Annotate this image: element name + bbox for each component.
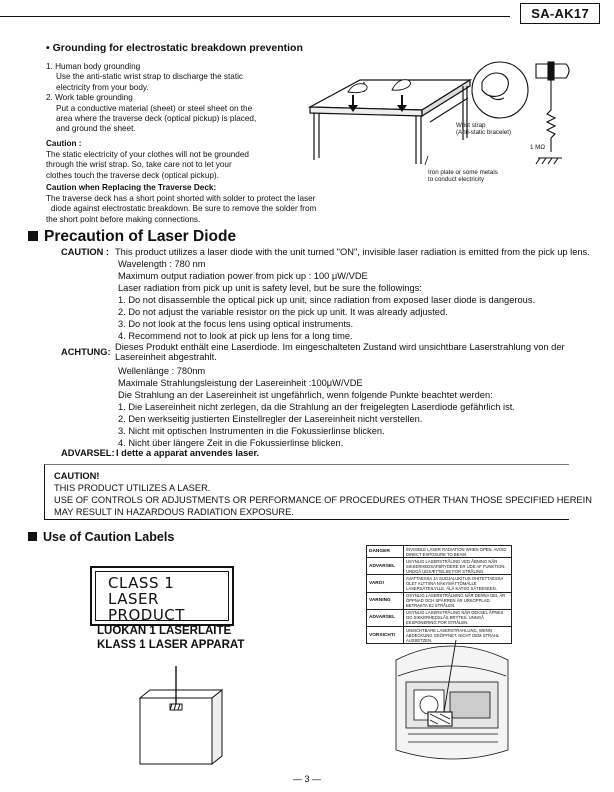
header-rule (0, 16, 510, 17)
warning-row-text: UNSICHTBARE LASERSTRAHLUNG, WENN ABDECKUNG GEÖFFNET. NICHT DEM STRAHL AUSSETZEN. (404, 626, 512, 643)
caution-line: through the wrist strap. So, take care not to let your (46, 160, 232, 170)
device-illustration (130, 660, 240, 770)
achtung-wellen: Wellenlänge : 780nm (118, 366, 206, 376)
model-number: SA-AK17 (520, 3, 600, 24)
grounding-item-2-line: and ground the sheet. (56, 124, 136, 134)
warning-row-label: ADVARSEL (367, 558, 404, 575)
replacing-text (46, 194, 376, 225)
replacing-line: the short point before making connections. (46, 214, 201, 224)
caution-box-line: USE OF CONTROLS OR ADJUSTMENTS OR PERFORMANCE OF PROCEDURES OTHER THAN THOSE SPECIFIED HEREIN (54, 495, 592, 505)
advarsel-text: I dette a apparat anvendes laser. (116, 448, 260, 458)
grounding-item-1-line: Use the anti-static wrist strap to discharge the static (56, 72, 244, 82)
warning-row-label: ADVARSEL (367, 609, 404, 626)
page-number: — 3 — (292, 774, 321, 784)
warning-row-text: USYNLIG LASERSTRÅLING VED ÅBNING NÅR SIKKERHEDSAFBRYDERE ER UDE AF FUNKTION. UNDGÅ UDSÆTTELSE FOR STRÅLING. (404, 558, 512, 575)
grounding-item-2-line: area where the traverse deck (optical pickup) is placed, (56, 114, 257, 124)
warning-row (367, 575, 512, 592)
laser-caution-body (115, 246, 590, 342)
laser-max-power: Maximum output radiation power from pick up : 100 μW/VDE (118, 271, 368, 281)
replacing-line: The traverse deck has a short point shorted with solder to protect the laser (46, 194, 316, 203)
achtung-list-item: 3. Nicht mit optischen Instrumenten in die Fokussierlinse blicken. (118, 426, 385, 436)
work-table-icon (310, 80, 470, 164)
unit-illustration (388, 630, 518, 772)
anti-static-label: (Anti-static bracelet) (456, 129, 512, 136)
warning-row-label: VARNING (367, 592, 404, 609)
bullet-icon: • (46, 42, 53, 54)
caution-box-line: MAY RESULT IN HAZARDOUS RADIATION EXPOSURE. (54, 507, 294, 517)
warning-row (367, 558, 512, 575)
wrist-strap-label: Wrist strap (456, 122, 486, 129)
warning-row (367, 592, 512, 609)
iron-plate-label: to conduct electricity (428, 176, 485, 183)
caution-text (46, 150, 316, 181)
warning-row-label: DANGER (367, 546, 404, 558)
caution-box-text (54, 470, 592, 518)
grounding-item-1-title: 1. Human body grounding (46, 62, 141, 71)
warning-row-label: VARO! (367, 575, 404, 592)
warning-row-text: USYNLIG LASERSTRÅLING NÅR DEKSEL ÅPNES OG SIKKERHEDSLÅS BRYTES. UNNGÅ EKSPONERING FOR STRÅLEN. (404, 609, 512, 626)
class1-line: LASER PRODUCT (108, 590, 185, 624)
grounding-illustration (300, 52, 600, 192)
achtung-body (115, 342, 585, 449)
achtung-list-item: 2. Den werkseitig justierten Einstellregler der Lasereinheit nicht verstellen. (118, 414, 423, 424)
iron-plate-label: Iron plate or some metals (428, 169, 498, 176)
warning-row-text: INVISIBLE LASER RADIATION WHEN OPEN. AVOID DIRECT EXPOSURE TO BEAM. (404, 546, 512, 558)
laser-safety: Laser radiation from pick up unit is safety level, but be sure the followings: (118, 283, 422, 293)
achtung-max: Maximale Strahlungsleistung der Lasereinheit :100μW/VDE (118, 378, 363, 388)
achtung-strahlung: Die Strahlung an der Lasereinheit ist ungefährlich, wenn folgende Punkte beachtet werden: (118, 390, 493, 400)
warning-row-text: AVATTAESSA JA SUOJALUKITUS OHITETTAESSA OLET ALTTIINA NÄKYMÄTTÖMÄLLE LASERSÄTEILYLLE. ÄLÄ KATSO SÄTEESEEN. (404, 575, 512, 592)
caution-box-title: CAUTION! (54, 471, 100, 481)
caution-subtitle: Caution : (46, 139, 82, 148)
laser-intro: This product utilizes a laser diode with the unit turned "ON", invisible laser radiation is emitted from the pick up lens. (115, 247, 590, 257)
resistor-label: 1 MΩ (530, 144, 545, 151)
class1-line: CLASS 1 (108, 574, 175, 592)
achtung-label: ACHTUNG: (61, 347, 111, 357)
grounding-list (46, 62, 306, 135)
caution-box-line: THIS PRODUCT UTILIZES A LASER. (54, 483, 211, 493)
caution-line: clothes touch the traverse deck (optical pickup). (46, 170, 219, 180)
achtung-list-item: 4. Nicht über längere Zeit in die Fokussierlinse blicken. (118, 438, 344, 448)
caution-label: CAUTION : (61, 247, 110, 257)
warning-row-text: OSYNLIG LASERSTRÅLNING NÄR DENNA DEL ÄR ÖPPNAD OCH SPÄRREN ÄR URKOPPLAD. BETRAKTA EJ STRÅLEN. (404, 592, 512, 609)
section-square-icon (28, 532, 37, 541)
laser-list-item: 3. Do not look at the focus lens using optical instruments. (118, 319, 354, 329)
caution-line: The static electricity of your clothes will not be grounded (46, 150, 249, 159)
achtung-list-item: 1. Die Lasereinheit nicht zerlegen, da die Strahlung an der freigelegten Laserdiode gefährlich ist. (118, 402, 515, 412)
grounding-item-2-title: 2. Work table grounding (46, 93, 133, 103)
class1-translations (97, 624, 244, 652)
laser-list-item: 2. Do not adjust the variable resistor on the pick up unit. It was already adjusted. (118, 307, 448, 317)
laser-list-item: 4. Recommend not to look at pick up lens for a long time. (118, 331, 353, 341)
grounding-item-1-line: electricity from your body. (56, 82, 149, 92)
warning-row-label: VORSICHT! (367, 626, 404, 643)
klass-text: KLASS 1 LASER APPARAT (97, 639, 245, 651)
replacing-subtitle: Caution when Replacing the Traverse Deck: (46, 183, 217, 192)
section-square-icon (28, 231, 38, 241)
luokan-text: LUOKAN 1 LASERLAITE (97, 625, 232, 637)
replacing-line: diode against electrostatic breakdown. Be sure to remove the solder from (51, 204, 317, 214)
laser-section-title: Precaution of Laser Diode (28, 228, 236, 246)
laser-list-item: 1. Do not disassemble the optical pick up unit, since radiation from exposed laser diode is dangerous. (118, 295, 536, 305)
class1-label (90, 566, 234, 626)
caution-labels-title: Use of Caution Labels (28, 530, 174, 544)
advarsel-label: ADVARSEL: (61, 448, 115, 458)
laser-wavelength: Wavelength : 780 nm (118, 259, 206, 269)
achtung-intro: Dieses Produkt enthält eine Laserdiode. Im eingeschalteten Zustand wird unsichtbare Laserstrahlung von der (115, 342, 565, 352)
grounding-title: • Grounding for electrostatic breakdown prevention (46, 42, 303, 54)
grounding-item-2-line: Put a conductive material (sheet) or steel sheet on the (56, 103, 253, 113)
achtung-intro: Lasereinheit abgestrahlt. (115, 352, 217, 362)
warning-row (367, 609, 512, 626)
warning-row (367, 546, 512, 558)
